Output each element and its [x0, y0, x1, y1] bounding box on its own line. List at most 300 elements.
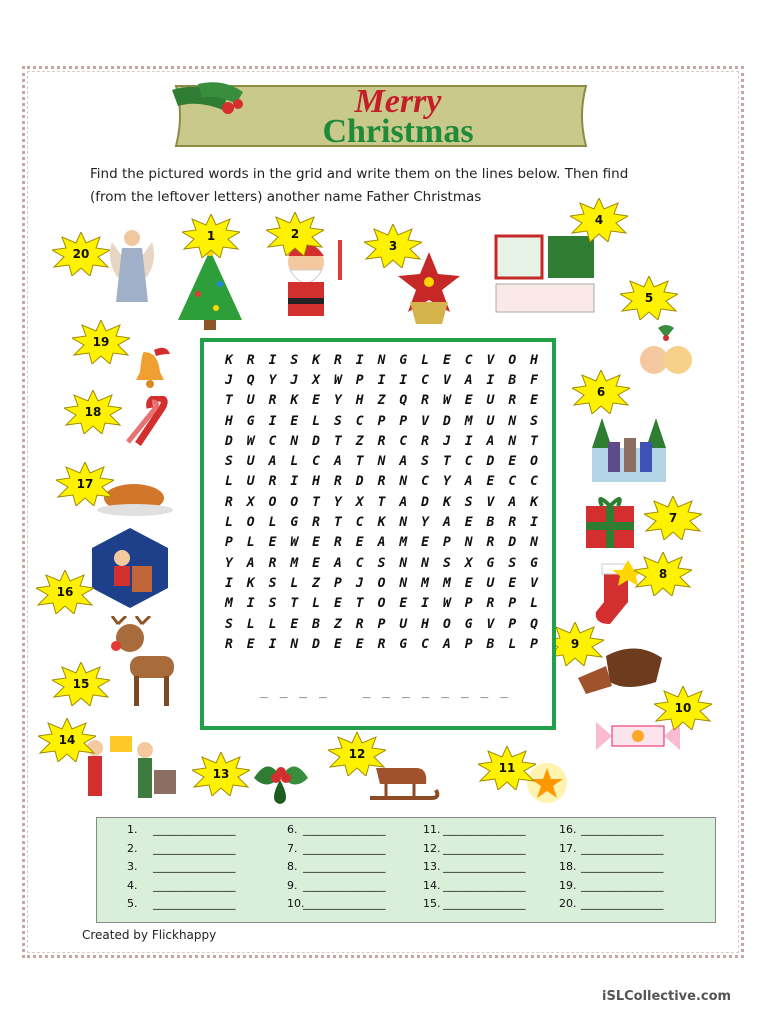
grid-row [218, 431, 545, 451]
answer-line[interactable]: _______________ [443, 897, 526, 910]
grid-letter[interactable]: A [268, 454, 277, 470]
grid-letter[interactable]: P [442, 535, 451, 551]
grid-letter[interactable]: S [530, 413, 538, 429]
answer-line[interactable]: _______________ [443, 823, 526, 836]
grid-letter[interactable]: P [377, 413, 386, 429]
grid-letter[interactable]: N [530, 535, 538, 551]
grid-letter[interactable]: O [246, 515, 255, 531]
grid-letter[interactable]: R [246, 352, 255, 368]
answer-number: 15. [423, 897, 441, 910]
grid-letter[interactable]: S [268, 575, 277, 591]
grid-letter[interactable]: D [355, 474, 364, 490]
grid-letter[interactable]: O [442, 616, 451, 632]
grid-letter[interactable]: L [246, 616, 255, 632]
grid-letter[interactable]: U [486, 575, 495, 591]
grid-letter[interactable]: K [290, 393, 299, 409]
grid-letter[interactable]: P [508, 596, 517, 612]
grid-letter[interactable]: P [355, 372, 364, 388]
grid-letter[interactable]: N [399, 575, 408, 591]
grid-letter[interactable]: R [268, 474, 277, 490]
grid-letter[interactable]: X [312, 372, 320, 388]
present-icon [582, 492, 638, 550]
grid-letter[interactable]: A [442, 636, 451, 652]
grid-letter[interactable]: S [333, 413, 342, 429]
grid-letter[interactable]: M [421, 575, 429, 591]
grid-letter[interactable]: R [224, 636, 233, 652]
grid-letter[interactable]: T [224, 393, 233, 409]
grid-letter[interactable]: R [486, 535, 495, 551]
grid-letter[interactable]: A [508, 494, 517, 510]
grid-letter[interactable]: X [464, 555, 473, 571]
grid-letter[interactable]: K [224, 352, 233, 368]
badge-12: 12 [328, 732, 386, 776]
answer-line[interactable]: _______________ [303, 823, 386, 836]
grid-letter[interactable]: E [464, 575, 473, 591]
grid-letter[interactable]: G [464, 616, 473, 632]
grid-row [218, 391, 545, 411]
grid-letter[interactable]: C [464, 454, 473, 470]
grid-letter[interactable]: B [312, 616, 320, 632]
answer-line[interactable]: _______________ [303, 878, 386, 892]
grid-letter[interactable]: L [312, 596, 320, 612]
grid-letter[interactable]: B [508, 372, 517, 388]
grid-letter[interactable]: E [399, 596, 408, 612]
grid-letter[interactable]: Y [421, 515, 429, 531]
grid-letter[interactable]: E [464, 515, 473, 531]
grid-row [218, 451, 545, 471]
grid-letter[interactable]: C [355, 515, 364, 531]
hidden-word-blanks [260, 684, 534, 699]
grid-letter[interactable]: P [224, 535, 233, 551]
grid-letter[interactable]: T [333, 433, 342, 449]
badge-6: 6 [572, 370, 630, 414]
grid-letter[interactable]: P [464, 636, 473, 652]
grid-letter[interactable]: R [486, 596, 495, 612]
grid-letter[interactable]: E [312, 393, 320, 409]
grid-letter[interactable]: C [312, 454, 320, 470]
grid-row [218, 492, 545, 512]
grid-letter[interactable]: H [421, 616, 429, 632]
answer-number: 6. [287, 823, 298, 836]
grid-letter[interactable]: C [421, 636, 429, 652]
grid-letter[interactable]: E [464, 393, 473, 409]
grid-letter[interactable]: S [290, 352, 299, 368]
grid-letter[interactable]: E [333, 636, 342, 652]
grid-letter[interactable]: V [486, 616, 495, 632]
answer-line[interactable]: _______________ [303, 897, 386, 910]
grid-letter[interactable]: I [530, 515, 538, 531]
grid-letter[interactable]: S [421, 454, 429, 470]
grid-letter[interactable]: V [442, 372, 451, 388]
grid-letter[interactable]: R [377, 636, 386, 652]
grid-letter[interactable]: P [333, 575, 342, 591]
grid-letter[interactable]: S [224, 616, 233, 632]
grid-letter[interactable]: L [530, 596, 538, 612]
grid-letter[interactable]: U [246, 474, 255, 490]
grid-letter[interactable]: W [333, 372, 342, 388]
grid-letter[interactable]: L [421, 352, 429, 368]
grid-letter[interactable]: A [399, 494, 408, 510]
grid-letter[interactable]: M [224, 596, 233, 612]
grid-letter[interactable]: R [333, 474, 342, 490]
answer-line[interactable]: _______________ [581, 823, 664, 836]
grid-letter[interactable]: E [333, 596, 342, 612]
badge-13: 13 [192, 752, 250, 796]
grid-letter[interactable]: M [290, 555, 299, 571]
grid-letter[interactable]: A [246, 555, 255, 571]
grid-letter[interactable]: T [530, 433, 538, 449]
grid-letter[interactable]: V [530, 575, 538, 591]
grid-letter[interactable]: Y [333, 393, 342, 409]
grid-letter[interactable]: N [508, 433, 517, 449]
grid-letter[interactable]: A [333, 555, 342, 571]
badge-8: 8 [634, 552, 692, 596]
grid-letter[interactable]: S [224, 454, 233, 470]
grid-letter[interactable]: Z [333, 616, 342, 632]
grid-letter[interactable]: C [355, 555, 364, 571]
grid-letter[interactable]: U [399, 616, 408, 632]
grid-letter[interactable]: G [246, 413, 255, 429]
grid-letter[interactable]: U [246, 393, 255, 409]
grid-letter[interactable]: I [246, 596, 255, 612]
grid-letter[interactable]: K [312, 352, 320, 368]
grid-letter[interactable]: M [442, 575, 451, 591]
grid-letter[interactable]: E [290, 616, 299, 632]
grid-letter[interactable]: E [246, 636, 255, 652]
grid-letter[interactable]: M [464, 413, 473, 429]
grid-letter[interactable]: A [486, 433, 495, 449]
grid-letter[interactable]: C [268, 433, 277, 449]
grid-letter[interactable]: T [333, 515, 342, 531]
grid-letter[interactable]: R [421, 433, 429, 449]
grid-letter[interactable]: A [399, 454, 408, 470]
grid-letter[interactable]: C [355, 413, 364, 429]
grid-letter[interactable]: R [268, 393, 277, 409]
grid-letter[interactable]: T [442, 454, 451, 470]
grid-letter[interactable]: C [399, 433, 408, 449]
grid-letter[interactable]: B [486, 636, 495, 652]
grid-letter[interactable]: G [530, 555, 538, 571]
grid-letter[interactable]: P [399, 413, 408, 429]
grid-letter[interactable]: E [312, 555, 320, 571]
grid-letter[interactable]: L [508, 636, 517, 652]
grid-letter[interactable]: A [333, 454, 342, 470]
answer-number: 18. [559, 860, 577, 873]
grid-letter[interactable]: O [530, 454, 538, 470]
instructions-line2: (from the leftover letters) another name Father Christmas [90, 189, 482, 205]
grid-letter[interactable]: R [508, 393, 517, 409]
grid-letter[interactable]: H [224, 413, 233, 429]
badge-15: 15 [52, 662, 110, 706]
chimney-santa-icon [92, 528, 168, 608]
answer-line[interactable]: _______________ [153, 897, 236, 910]
grid-letter[interactable]: I [355, 352, 364, 368]
grid-letter[interactable]: T [377, 494, 386, 510]
grid-letter[interactable]: Y [224, 555, 233, 571]
grid-letter[interactable]: I [224, 575, 233, 591]
grid-letter[interactable]: E [508, 454, 517, 470]
grid-letter[interactable]: N [421, 555, 429, 571]
grid-letter[interactable]: L [224, 474, 233, 490]
answer-number: 2. [127, 841, 138, 855]
grid-letter[interactable]: J [355, 575, 364, 591]
grid-letter[interactable]: D [312, 433, 320, 449]
grid-letter[interactable]: J [224, 372, 233, 388]
grid-letter[interactable]: Y [333, 494, 342, 510]
carol-singers-icon [592, 408, 666, 482]
grid-letter[interactable]: W [290, 535, 299, 551]
grid-letter[interactable]: D [224, 433, 233, 449]
grid-letter[interactable]: I [290, 474, 299, 490]
grid-letter[interactable]: H [312, 474, 320, 490]
grid-letter[interactable]: T [290, 596, 299, 612]
grid-letter[interactable]: X [246, 494, 255, 510]
answer-number: 9. [287, 878, 298, 892]
grid-letter[interactable]: E [355, 535, 364, 551]
hidden-word-blank-2[interactable]: _ _ _ _ _ _ _ _ [362, 684, 511, 699]
grid-letter[interactable]: K [442, 494, 451, 510]
grid-letter[interactable]: O [290, 494, 299, 510]
grid-letter[interactable]: R [333, 535, 342, 551]
grid-letter[interactable]: A [442, 515, 451, 531]
grid-letter[interactable]: E [268, 535, 277, 551]
grid-letter[interactable]: Q [530, 616, 538, 632]
grid-letter[interactable]: I [421, 596, 429, 612]
grid-letter[interactable]: N [464, 535, 473, 551]
grid-letter[interactable]: O [508, 352, 517, 368]
answer-line[interactable]: _______________ [153, 860, 236, 873]
grid-letter[interactable]: D [421, 494, 429, 510]
grid-letter[interactable]: C [421, 474, 429, 490]
answer-line[interactable]: _______________ [581, 897, 664, 910]
badge-3: 3 [364, 224, 422, 268]
grid-letter[interactable]: T [355, 454, 364, 470]
grid-letter[interactable]: E [442, 352, 451, 368]
grid-letter[interactable]: V [421, 413, 429, 429]
grid-letter[interactable]: Q [399, 393, 408, 409]
badge-9: 9 [546, 622, 604, 666]
grid-letter[interactable]: K [530, 494, 538, 510]
grid-letter[interactable]: N [399, 555, 408, 571]
grid-letter[interactable]: P [377, 616, 386, 632]
grid-letter[interactable]: W [442, 393, 451, 409]
grid-letter[interactable]: P [530, 636, 538, 652]
answer-number: 17. [559, 841, 577, 855]
grid-letter[interactable]: S [442, 555, 451, 571]
grid-letter[interactable]: D [508, 535, 517, 551]
grid-letter[interactable]: I [377, 372, 386, 388]
grid-letter[interactable]: W [442, 596, 451, 612]
badge-7: 7 [644, 496, 702, 540]
grid-letter[interactable]: L [290, 575, 299, 591]
grid-letter[interactable]: S [464, 494, 473, 510]
grid-letter[interactable]: N [377, 454, 386, 470]
grid-letter[interactable]: R [355, 616, 364, 632]
grid-letter[interactable]: I [268, 413, 277, 429]
grid-letter[interactable]: K [246, 575, 255, 591]
grid-letter[interactable]: V [486, 352, 495, 368]
badge-11: 11 [478, 746, 536, 790]
grid-letter[interactable]: A [464, 474, 473, 490]
answer-line[interactable]: _______________ [153, 823, 236, 836]
answer-line[interactable]: _______________ [303, 841, 386, 855]
grid-letter[interactable]: O [377, 575, 386, 591]
badge-5: 5 [620, 276, 678, 320]
grid-row [218, 533, 545, 553]
grid-letter[interactable]: Z [377, 393, 386, 409]
grid-letter[interactable]: E [421, 535, 429, 551]
grid-letter[interactable]: R [224, 494, 233, 510]
answer-number: 10. [287, 897, 305, 910]
answer-number: 4. [127, 878, 138, 892]
grid-letter[interactable]: E [530, 393, 538, 409]
grid-letter[interactable]: Y [268, 372, 277, 388]
grid-letter[interactable]: N [290, 433, 299, 449]
grid-letter[interactable]: N [399, 515, 408, 531]
answer-line[interactable]: _______________ [443, 860, 526, 873]
badge-16: 16 [36, 570, 94, 614]
answer-number: 12. [423, 841, 441, 855]
answer-line[interactable]: _______________ [443, 841, 526, 855]
grid-letter[interactable]: Z [312, 575, 320, 591]
grid-letter[interactable]: E [486, 474, 495, 490]
grid-letter[interactable]: I [268, 352, 277, 368]
grid-letter[interactable]: H [530, 352, 538, 368]
grid-letter[interactable]: D [312, 636, 320, 652]
grid-letter[interactable]: H [355, 393, 364, 409]
grid-letter[interactable]: E [355, 636, 364, 652]
grid-letter[interactable]: P [464, 596, 473, 612]
grid-letter[interactable]: G [399, 352, 408, 368]
grid-letter[interactable]: N [290, 636, 299, 652]
grid-letter[interactable]: J [290, 372, 299, 388]
grid-letter[interactable]: A [464, 372, 473, 388]
grid-letter[interactable]: L [290, 454, 299, 470]
party-icon [82, 730, 178, 810]
badge-2: 2 [266, 212, 324, 256]
grid-letter[interactable]: G [290, 515, 299, 531]
grid-letter[interactable]: L [224, 515, 233, 531]
grid-letter[interactable]: V [486, 494, 495, 510]
grid-letter[interactable]: I [464, 433, 473, 449]
grid-letter[interactable]: E [312, 535, 320, 551]
grid-letter[interactable]: Y [442, 474, 451, 490]
grid-letter[interactable]: Z [355, 433, 364, 449]
answer-line[interactable]: _______________ [443, 878, 526, 892]
badge-19: 19 [72, 320, 130, 364]
grid-row [218, 614, 545, 634]
grid-letter[interactable]: C [421, 372, 429, 388]
answer-line[interactable]: _______________ [303, 860, 386, 873]
grid-letter[interactable]: N [399, 474, 408, 490]
candy-cane-icon [124, 396, 176, 448]
answer-line[interactable]: _______________ [581, 841, 664, 855]
grid-letter[interactable]: U [486, 393, 495, 409]
answer-line[interactable]: _______________ [581, 878, 664, 892]
grid-row [218, 594, 545, 614]
grid-row [218, 370, 545, 390]
grid-letter[interactable]: O [268, 494, 277, 510]
grid-letter[interactable]: I [399, 372, 408, 388]
grid-letter[interactable]: P [508, 616, 517, 632]
merry-christmas-banner [168, 80, 594, 152]
grid-letter[interactable]: Q [246, 372, 255, 388]
grid-letter[interactable]: R [333, 352, 342, 368]
grid-letter[interactable]: W [246, 433, 255, 449]
grid-letter[interactable]: L [268, 616, 277, 632]
grid-letter[interactable]: O [377, 596, 386, 612]
grid-letter[interactable]: U [486, 413, 495, 429]
answer-line[interactable]: _______________ [153, 878, 236, 892]
grid-letter[interactable]: A [377, 535, 386, 551]
answer-number: 16. [559, 823, 577, 836]
grid-letter[interactable]: C [464, 352, 473, 368]
grid-letter[interactable]: S [377, 555, 386, 571]
grid-letter[interactable]: L [246, 535, 255, 551]
grid-letter[interactable]: R [377, 433, 386, 449]
grid-letter[interactable]: U [246, 454, 255, 470]
grid-letter[interactable]: R [508, 515, 517, 531]
grid-letter[interactable]: E [508, 575, 517, 591]
grid-letter[interactable]: S [268, 596, 277, 612]
bell-icon [126, 342, 176, 392]
answer-line[interactable]: _______________ [153, 841, 236, 855]
grid-letter[interactable]: R [268, 555, 277, 571]
answer-line[interactable]: _______________ [581, 860, 664, 873]
answer-number: 3. [127, 860, 138, 873]
badge-4: 4 [570, 198, 628, 242]
grid-letter[interactable]: S [508, 555, 517, 571]
grid-letter[interactable]: R [421, 393, 429, 409]
grid-letter[interactable]: B [486, 515, 495, 531]
grid-letter[interactable]: D [486, 454, 495, 470]
grid-letter[interactable]: T [312, 494, 320, 510]
grid-row [218, 350, 545, 370]
grid-letter[interactable]: D [442, 413, 451, 429]
badge-14: 14 [38, 718, 96, 762]
grid-letter[interactable]: F [530, 372, 538, 388]
answer-lines-box [96, 817, 716, 923]
grid-letter[interactable]: G [486, 555, 495, 571]
grid-letter[interactable]: L [268, 515, 277, 531]
grid-letter[interactable]: J [442, 433, 451, 449]
hidden-word-blank-1[interactable]: _ _ _ _ [260, 684, 329, 699]
grid-letter[interactable]: C [530, 474, 538, 490]
grid-letter[interactable]: T [355, 596, 364, 612]
grid-letter[interactable]: I [268, 636, 277, 652]
grid-row [218, 472, 545, 492]
grid-letter[interactable]: N [508, 413, 517, 429]
angel-icon [108, 222, 156, 306]
grid-letter[interactable]: K [377, 515, 386, 531]
grid-letter[interactable]: G [399, 636, 408, 652]
word-search-box [200, 338, 556, 730]
grid-letter[interactable]: L [312, 413, 320, 429]
grid-row [218, 411, 545, 431]
grid-letter[interactable]: N [377, 352, 386, 368]
banner-line2: Christmas [322, 113, 474, 150]
badge-18: 18 [64, 390, 122, 434]
grid-letter[interactable]: M [399, 535, 408, 551]
grid-letter[interactable]: X [355, 494, 364, 510]
grid-letter[interactable]: R [377, 474, 386, 490]
grid-letter[interactable]: C [508, 474, 517, 490]
answer-number: 5. [127, 897, 138, 910]
grid-letter[interactable]: I [486, 372, 495, 388]
grid-letter[interactable]: E [290, 413, 299, 429]
grid-letter[interactable]: R [312, 515, 320, 531]
badge-20: 20 [52, 232, 110, 276]
